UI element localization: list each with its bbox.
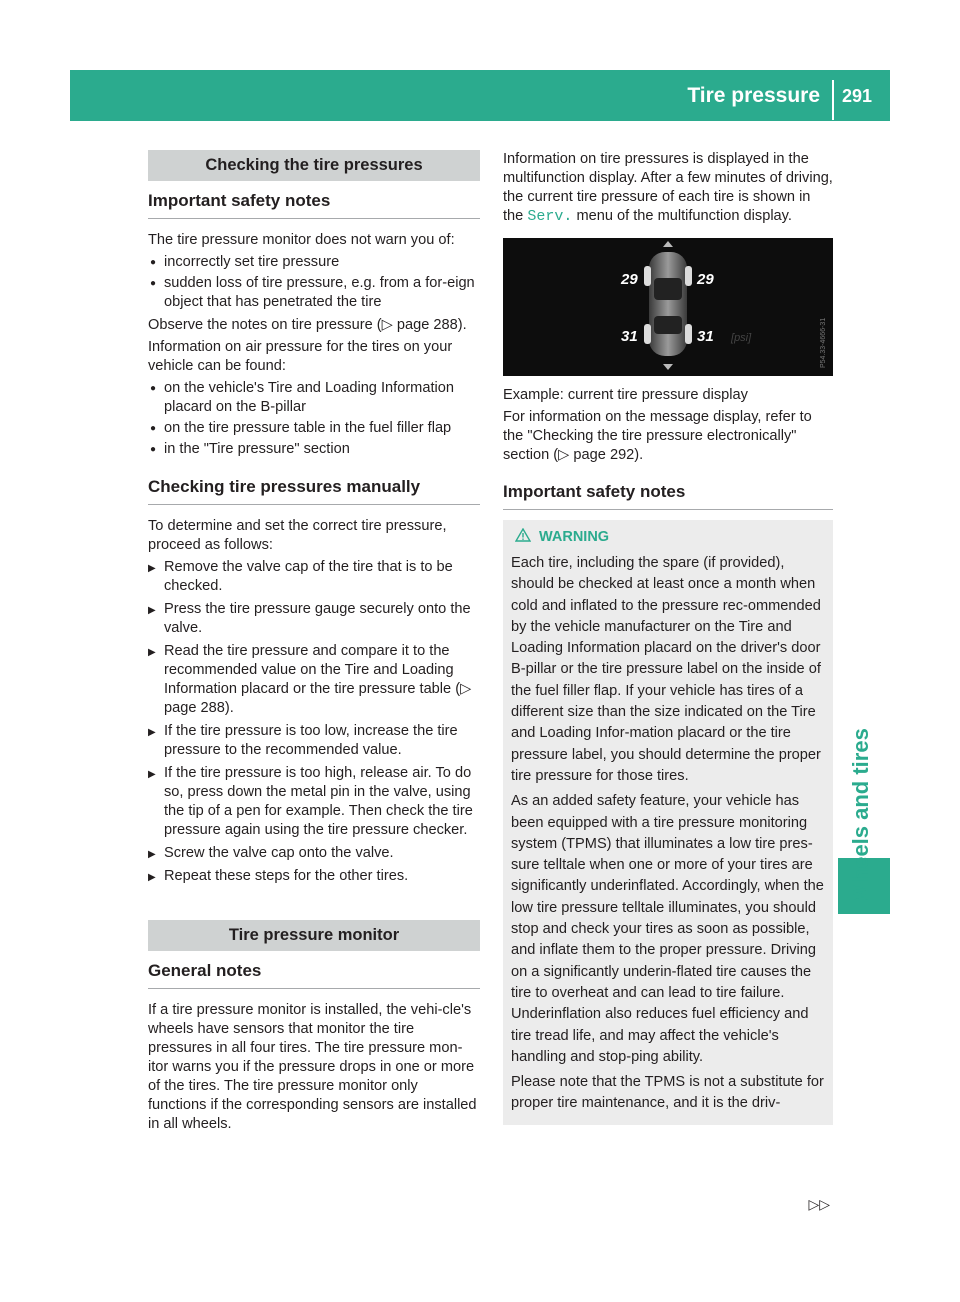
figure-caption: Example: current tire pressure display	[503, 387, 748, 403]
paragraph: For information on the message display, refer to the "Checking the tire pressure electronically" section (▷ page 292).	[503, 409, 812, 463]
paragraph: To determine and set the correct tire pressure, proceed as follows:	[148, 518, 447, 553]
step-item: ▶ If the tire pressure is too high, release air. To do so, press down the metal pin in the valve, using the tip of a pen for example. Then check the tire pressure again using the tire pressure checker.	[148, 764, 480, 840]
unit-label: [psi]	[731, 332, 752, 344]
paragraph: If a tire pressure monitor is installed, the vehi-cle's wheels have sensors that monitor the tire pressures in all four tires. The tire pressure mon-itor warns you if the pressure drops in one or more of the tires. The tire pressure monitor only functions if the corresponding sensors are installed in all wheels.	[148, 1002, 477, 1132]
list-item: ● incorrectly set tire pressure	[148, 253, 480, 272]
warning-paragraph: Each tire, including the spare (if provided), should be checked at least once a month when cold and inflated to the pressure rec-ommended by the vehicle manufacturer on the Tire and Loading Information placard on the driver's door B-pillar or the tire pressure label on the inside of the fuel filler flap. If your vehicle has tires of a different size than the size indicated on the Tire and Loading Infor-mation placard or the tire pressure label, you should determine the proper tire pressure for those tires.	[511, 555, 821, 784]
text: menu of the multifunction display.	[576, 208, 792, 224]
warning-paragraph: As an added safety feature, your vehicle has been equipped with a tire pressure monitoring system (TPMS) that illuminates a low tire pres-sure telltale when one or more of your tires are significantly underinflated. Accordingly, when the low tire pressure telltale illuminates, you should stop and check your tires as soon as possible, and inflate them to the proper pressure. Driving on a significantly underin-flated tire causes the tire to overheat and can lead to tire failure. Underinflation also reduces fuel efficiency and tire tread life, and may affect the vehicle's handling and stop-ping ability.	[511, 793, 824, 1065]
warning-box	[503, 520, 833, 1125]
warning-paragraph: Please note that the TPMS is not a substitute for proper tire maintenance, and it is the driv-	[511, 1074, 824, 1112]
paragraph	[503, 150, 833, 226]
step-item: ▶ Screw the valve cap onto the valve.	[148, 844, 480, 863]
step-item: ▶ Read the tire pressure and compare it to the recommended value on the Tire and Loading Information placard or the tire pressure table (▷ page 288).	[148, 642, 480, 718]
paragraph: The tire pressure monitor does not warn you of:	[148, 232, 455, 248]
tire-icon	[685, 266, 692, 286]
front-left-value: 29	[621, 271, 638, 288]
step-item: ▶ If the tire pressure is too low, increase the tire pressure to the recommended value.	[148, 722, 480, 760]
paragraph: Information on air pressure for the tires on your vehicle can be found:	[148, 339, 453, 374]
subheading: General notes	[148, 961, 480, 989]
car-display-graphic	[503, 238, 833, 376]
tire-icon	[685, 324, 692, 344]
section-heading: Tire pressure monitor	[148, 920, 480, 951]
figure-code: P54.33-4666-31	[820, 317, 827, 368]
rear-right-value: 31	[697, 328, 714, 345]
list-item: ● in the "Tire pressure" section	[148, 440, 480, 459]
warning-heading	[515, 528, 825, 547]
step-item: ▶ Repeat these steps for the other tires.	[148, 867, 480, 886]
step-list	[148, 558, 480, 886]
subheading: Important safety notes	[148, 191, 480, 219]
warning-triangle-icon	[515, 528, 531, 542]
list-item: ● on the tire pressure table in the fuel filler flap	[148, 419, 480, 438]
serv-menu-label: Serv.	[527, 208, 573, 225]
step-item: ▶ Press the tire pressure gauge securely onto the valve.	[148, 600, 480, 638]
bullet-list	[148, 379, 480, 459]
list-item: ● on the vehicle's Tire and Loading Information placard on the B-pillar	[148, 379, 480, 417]
arrow-down-icon	[663, 364, 673, 370]
subheading: Important safety notes	[503, 482, 833, 510]
subheading: Checking tire pressures manually	[148, 477, 480, 505]
continued-icon: ▷▷	[808, 1196, 830, 1212]
car-body-icon	[649, 252, 687, 356]
tire-icon	[644, 266, 651, 286]
step-item: ▶ Remove the valve cap of the tire that is to be checked.	[148, 558, 480, 596]
tire-icon	[644, 324, 651, 344]
bullet-list	[148, 253, 480, 312]
front-right-value: 29	[697, 271, 714, 288]
text: Information on tire pressures is displayed in the multifunction display. After a few minutes of driving, the current tire pressure of each tire is shown in the	[503, 151, 833, 224]
warning-label: WARNING	[539, 529, 610, 545]
page-title: Tire pressure	[687, 84, 820, 107]
header-divider	[832, 80, 834, 120]
page-number: 291	[842, 86, 873, 106]
right-column	[503, 150, 833, 1125]
left-column	[148, 150, 480, 1137]
chapter-tab: Wheels and tires	[848, 728, 873, 903]
list-item: ● sudden loss of tire pressure, e.g. from a for-eign object that has penetrated the tire	[148, 274, 480, 312]
paragraph: Observe the notes on tire pressure (▷ page 288).	[148, 317, 467, 333]
tire-pressure-display-figure	[503, 238, 833, 376]
arrow-up-icon	[663, 241, 673, 247]
section-heading: Checking the tire pressures	[148, 150, 480, 181]
rear-left-value: 31	[621, 328, 638, 345]
